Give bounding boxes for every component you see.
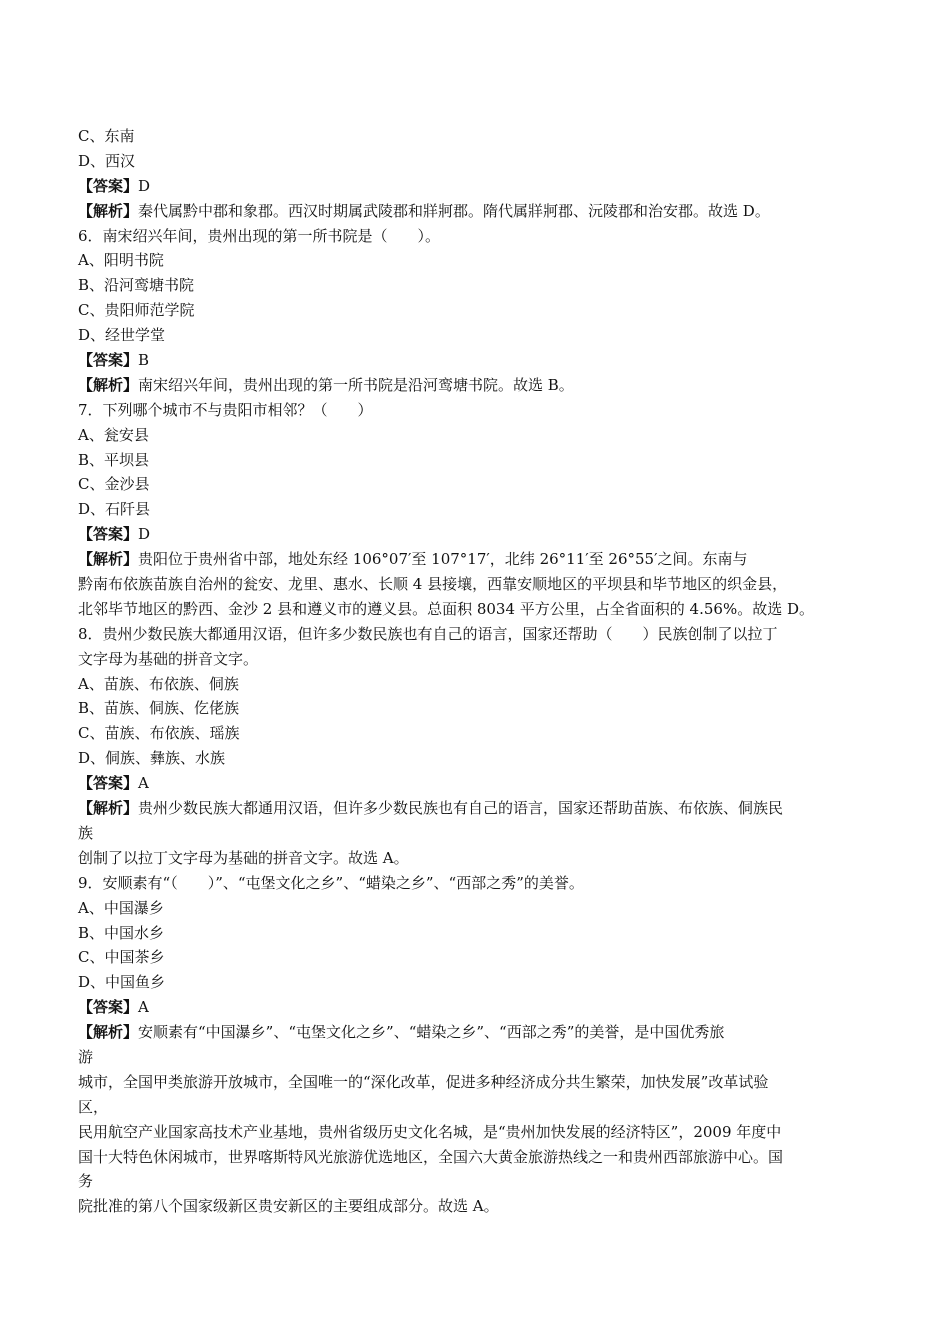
text-line: B、中国水乡 <box>78 923 165 942</box>
line-text: 南宋绍兴年间，贵州出现的第一所书院是沿河鸾塘书院。故选 B。 <box>138 375 574 394</box>
text-line <box>78 771 878 796</box>
text-line: 民用航空产业国家高技术产业基地，贵州省级历史文化名城，是“贵州加快发展的经济特区”，2009 年度中 <box>78 1122 782 1141</box>
text-line: 院批准的第八个国家级新区贵安新区的主要组成部分。故选 A。 <box>78 1197 499 1216</box>
text-line: 城市，全国甲类旅游开放城市，全国唯一的“深化改革，促进多种经济成分共生繁荣，加快发展”改革试验 <box>78 1072 769 1091</box>
line-text: A <box>138 774 149 793</box>
text-line <box>78 174 878 199</box>
line-text: 贵阳位于贵州省中部，地处东经 106°07′至 107°17′，北纬 26°11′至 26°55′之间。东南与 <box>138 550 748 569</box>
line-text: 秦代属黔中郡和象郡。西汉时期属武陵郡和牂牁郡。隋代属牂牁郡、沅陵郡和治安郡。故选 D。 <box>138 201 770 220</box>
text-line: 族 <box>78 823 94 842</box>
text-line: B、苗族、侗族、仡佬族 <box>78 699 240 718</box>
text-line: D、石阡县 <box>78 500 151 519</box>
text-line <box>78 547 878 572</box>
line-text: D <box>138 176 151 195</box>
text-line: 创制了以拉丁文字母为基础的拼音文字。故选 A。 <box>78 848 409 867</box>
text-line: 游 <box>78 1047 94 1066</box>
text-line: D、侗族、彝族、水族 <box>78 749 226 768</box>
text-line: A、中国瀑乡 <box>78 898 164 917</box>
text-line: D、西汉 <box>78 151 136 170</box>
line-text: 安顺素有“中国瀑乡”、“屯堡文化之乡”、“蜡染之乡”、“西部之秀”的美誉，是中国优秀旅 <box>138 1023 725 1042</box>
text-line: A、瓮安县 <box>78 425 149 444</box>
line-text: A <box>138 998 149 1017</box>
text-line: C、东南 <box>78 127 135 145</box>
line-text: 贵州少数民族大都通用汉语，但许多少数民族也有自己的语言，国家还帮助苗族、布依族、侗族民 <box>138 799 784 818</box>
text-line <box>78 373 878 398</box>
text-line: C、苗族、布依族、瑶族 <box>78 724 240 743</box>
text-line: 区， <box>78 1097 109 1116</box>
line-text: B <box>138 351 150 370</box>
text-line: 文字母为基础的拼音文字。 <box>78 649 259 668</box>
line-label: 【解析】 <box>78 799 139 818</box>
line-text: D <box>138 525 151 544</box>
line-label: 【解析】 <box>78 1023 139 1042</box>
text-line <box>78 199 878 224</box>
text-line: C、中国茶乡 <box>78 948 165 967</box>
text-line: C、金沙县 <box>78 475 150 494</box>
text-line: 8．贵州少数民族大都通用汉语，但许多少数民族也有自己的语言，国家还帮助（ ）民族创制了以拉丁 <box>78 624 778 643</box>
line-label: 【解析】 <box>78 550 139 569</box>
line-label: 【解析】 <box>78 375 139 394</box>
document-page <box>78 124 878 1219</box>
line-label: 【答案】 <box>78 176 139 195</box>
text-line: 务 <box>78 1172 94 1191</box>
text-line: A、阳明书院 <box>78 251 164 270</box>
text-line <box>78 995 878 1020</box>
text-line <box>78 522 878 547</box>
line-label: 【答案】 <box>78 525 139 544</box>
text-line <box>78 348 878 373</box>
line-label: 【解析】 <box>78 201 139 220</box>
text-line: 黔南布依族苗族自治州的瓮安、龙里、惠水、长顺 4 县接壤，西靠安顺地区的平坝县和毕节地区的织金县， <box>78 575 788 594</box>
text-line: 国十大特色休闲城市，世界喀斯特风光旅游优选地区，全国六大黄金旅游热线之一和贵州西部旅游中心。国 <box>78 1147 784 1166</box>
text-line: 北邻毕节地区的黔西、金沙 2 县和遵义市的遵义县。总面积 8034 平方公里，占全省面积的 4.56%。故选 D。 <box>78 599 815 618</box>
text-line: 7．下列哪个城市不与贵阳市相邻？（ ） <box>78 400 373 419</box>
text-line: B、平坝县 <box>78 450 150 469</box>
line-label: 【答案】 <box>78 774 139 793</box>
text-line: D、经世学堂 <box>78 326 166 345</box>
line-label: 【答案】 <box>78 998 139 1017</box>
text-line: A、苗族、布依族、侗族 <box>78 674 239 693</box>
line-label: 【答案】 <box>78 351 139 370</box>
text-line <box>78 796 878 821</box>
text-line: 9．安顺素有“（ ）”、“屯堡文化之乡”、“蜡染之乡”、“西部之秀”的美誉。 <box>78 873 584 892</box>
text-line: D、中国鱼乡 <box>78 973 166 992</box>
text-line <box>78 1020 878 1045</box>
text-line: B、沿河鸾塘书院 <box>78 276 195 295</box>
text-line: 6．南宋绍兴年间，贵州出现的第一所书院是（ ）。 <box>78 226 441 245</box>
text-line: C、贵阳师范学院 <box>78 301 195 320</box>
